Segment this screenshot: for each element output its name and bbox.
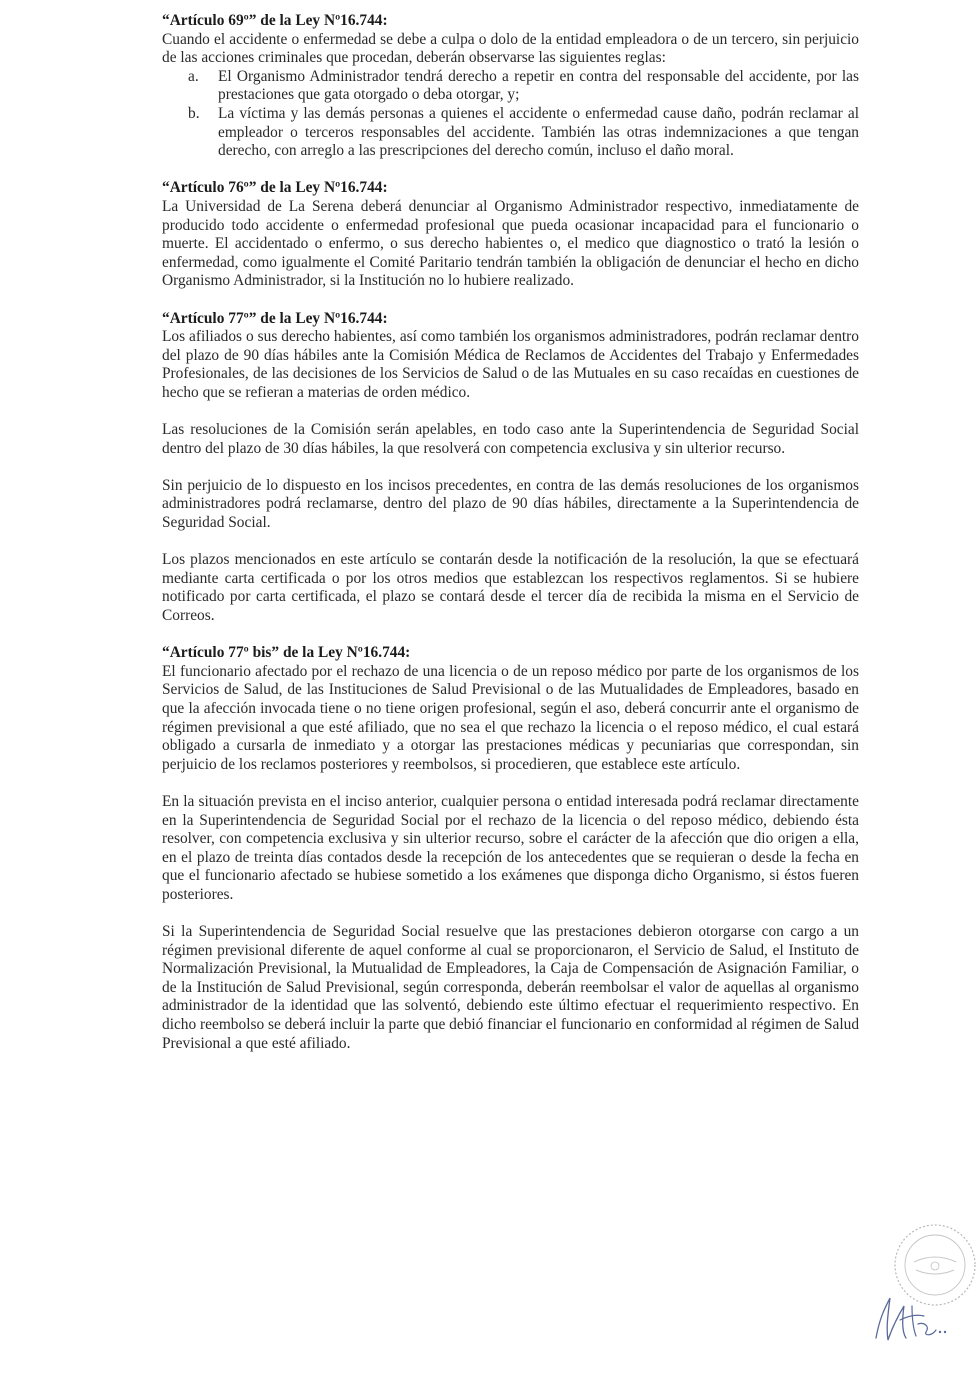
article-paragraph: Los afiliados o sus derecho habientes, así como también los organismos administradores, podrán reclamar dentro del plazo de 90 días hábiles ante la Comisión Médica de Reclamos de Accidentes del Trabajo y Enfermedades Profesionales, de las decisiones de los Servicios de Salud o de las Mutuales en su caso recaídas en cuestiones de hecho que se refieran a materias de orden médico. <box>162 328 859 401</box>
document-body <box>162 12 859 1072</box>
article-paragraph: Sin perjuicio de lo dispuesto en los incisos precedentes, en contra de las demás resoluciones de los organismos administradores podrá reclamarse, dentro del plazo de 90 días hábiles, directamente a la Superintendencia de Seguridad Social. <box>162 476 859 532</box>
article-69 <box>162 12 859 161</box>
list-marker: a. <box>188 67 199 85</box>
list-item <box>162 68 859 105</box>
list-item-text: El Organismo Administrador tendrá derecho a repetir en contra del responsable del accidente, por las prestaciones que gata otorgado o deba otorgar, y; <box>218 67 859 104</box>
article-paragraph: Cuando el accidente o enfermedad se debe a culpa o dolo de la entidad empleadora o de un tercero, sin perjuicio de las acciones criminales que procedan, deberán observarse las siguientes reglas: <box>162 30 859 67</box>
rules-list <box>162 68 859 161</box>
article-heading: “Artículo 69º” de la Ley Nº16.744: <box>162 12 388 29</box>
article-paragraph: Las resoluciones de la Comisión serán apelables, en todo caso ante la Superintendencia de Seguridad Social dentro del plazo de 30 días hábiles, la que resolverá con competencia exclusiva y sin ulterior recurso. <box>162 421 859 457</box>
article-heading: “Artículo 77º bis” de la Ley Nº16.744: <box>162 644 411 662</box>
article-77-bis <box>162 644 859 1053</box>
signature-icon <box>866 1276 950 1356</box>
article-paragraph: Si la Superintendencia de Seguridad Social resuelve que las prestaciones debieron otorgarse con cargo a un régimen previsional diferente de aquel conforme al cual se proporcionaron, el Servicio de Salud, el Instituto de Normalización Previsional, la Mutualidad de Empleadores, la Caja de Compensación de Asignación Familiar, o de la Institución de Salud Previsional, según corresponda, deberán reembolsar el valor de aquellas al organismo administrador de la identidad que las solventó, debiendo este último efectuar el requerimiento respectivo. En dicho reembolso se deberá incluir la parte que debió financiar el funcionario en conformidad al régimen de Salud Previsional a que esté afiliado. <box>162 923 860 1052</box>
article-heading: “Artículo 77º” de la Ley Nº16.744: <box>162 309 388 327</box>
article-77 <box>162 310 859 626</box>
article-heading: “Artículo 76º” de la Ley Nº16.744: <box>162 179 388 197</box>
article-paragraph: Los plazos mencionados en este artículo se contarán desde la notificación de la resolución, la que se efectuará mediante carta certificada o por los otros medios que establezcan los respectivos reglamentos. Si se hubiere notificado por carta certificada, el plazo se contará desde el tercer día de recibida la misma en el Servicio de Correos. <box>162 551 859 624</box>
article-76 <box>162 179 859 291</box>
article-paragraph: La Universidad de La Serena deberá denunciar al Organismo Administrador respectivo, inmediatamente de producido todo accidente o enfermedad profesional que pueda ocasionar incapacidad para el funcionario o muerte. El accidentado o enfermo, o sus derecho habientes o, el medico que diagnostico o trató la lesión o enfermedad, como igualmente el Comité Paritario tendrán también la obligación de denunciar el hecho en dicho Organismo Administrador, si la Institución no lo hubiere realizado. <box>162 197 859 290</box>
list-marker: b. <box>188 104 200 122</box>
article-paragraph: El funcionario afectado por el rechazo de una licencia o de un reposo médico por parte de los organismos de los Servicios de Salud, de las Instituciones de Salud Previsional o de las Mutualidades de Empleadores, basado en que la afección invocada tiene o no tiene origen profesional, según el aso, deberá concurrir ante el organismo de régimen previsional a que esté afiliado, que no sea el que rechazo la licencia o el reposo médico, el cual estará obligado a cursarla de inmediato y a otorgar las prestaciones médicas y pecuniarias que correspondan, sin perjuicio de los reclamos posteriores y reembolsos, si procedieren, que establece este artículo. <box>162 662 859 773</box>
list-item <box>162 105 859 161</box>
article-paragraph: En la situación prevista en el inciso anterior, cualquier persona o entidad interesada podrá reclamar directamente en la Superintendencia de Seguridad Social por el rechazo de la licencia o del reposo médico, debiendo ésta resolver, con competencia exclusiva y sin ulterior recurso, sobre el carácter de la afección que dio origen a ella, en el plazo de treinta días contados desde la recepción de los antecedentes que se requieran o desde la fecha en que el funcionario afectado se hubiese sometido a los exámenes que disponga dicho Organismo, si éstos fueren posteriores. <box>162 792 859 903</box>
list-item-text: La víctima y las demás personas a quienes el accidente o enfermedad cause daño, podrán reclamar al empleador o terceros responsables del accidente. También las otras indemnizaciones a que tengan derecho, con arreglo a las prescripciones del derecho común, incluso el daño moral. <box>218 104 859 160</box>
